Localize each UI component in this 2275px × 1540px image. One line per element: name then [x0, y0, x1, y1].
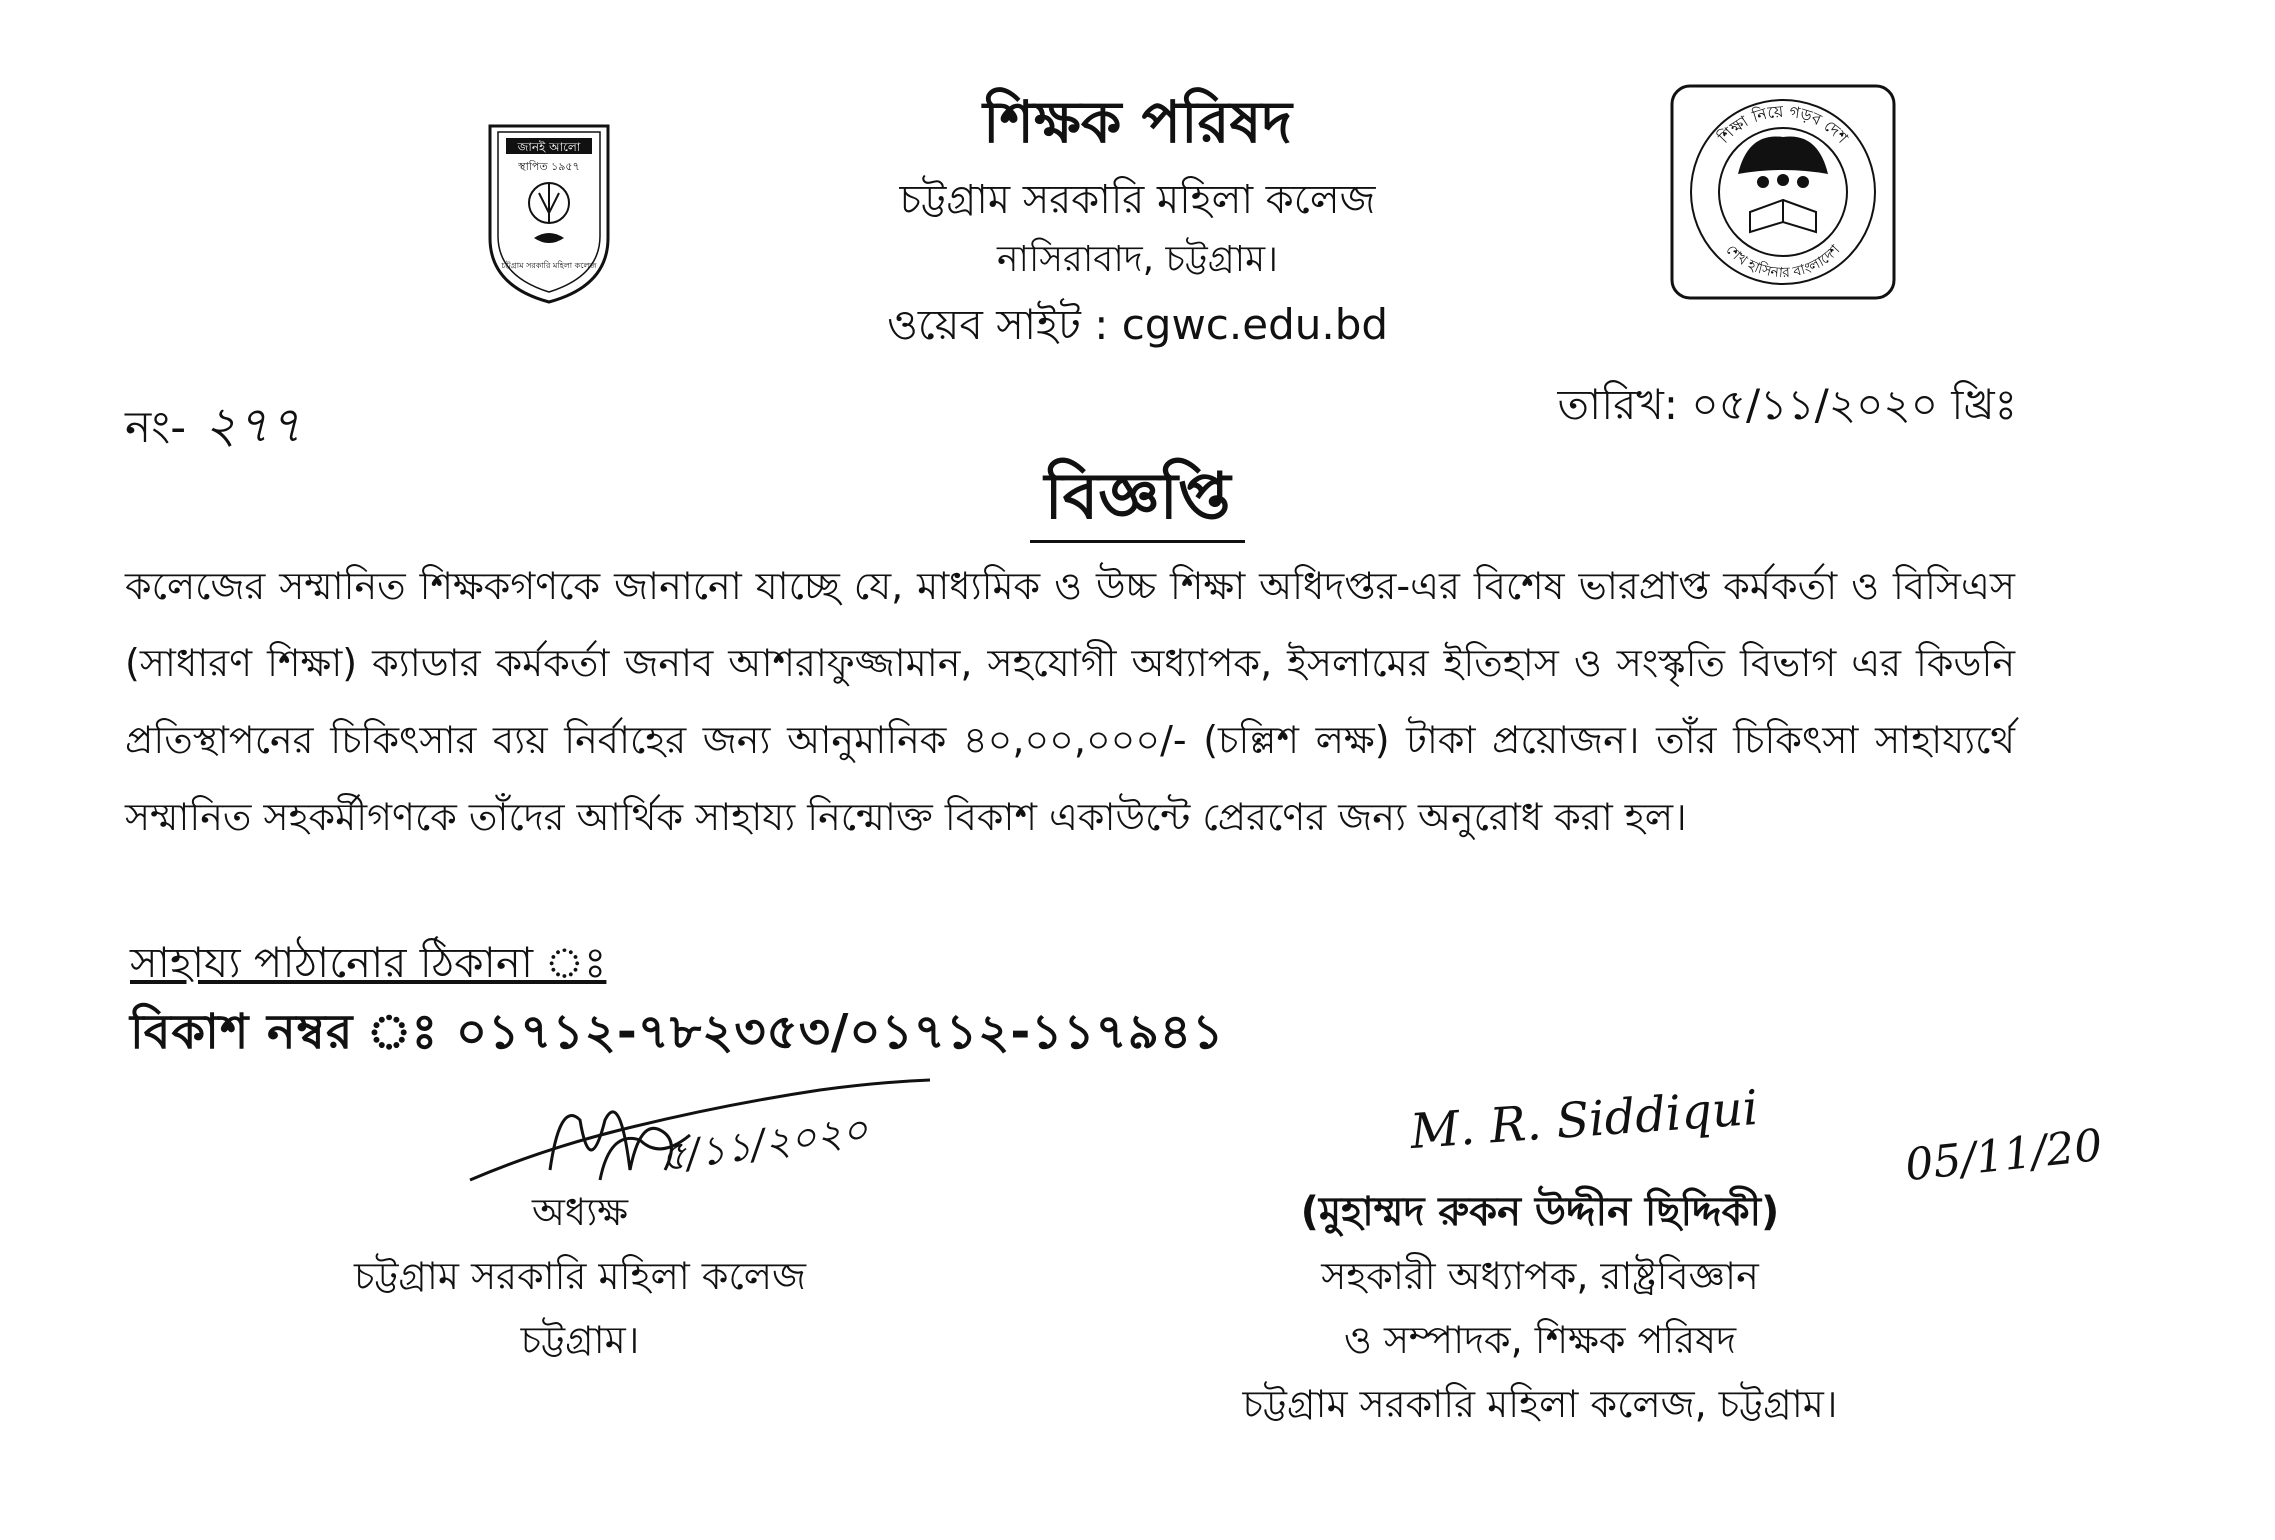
svg-text:জানই আলো: জানই আলো	[517, 140, 581, 154]
college-address: নাসিরাবাদ, চট্টগ্রাম।	[997, 239, 1278, 280]
secretary-role: ও সম্পাদক, শিক্ষক পরিষদ	[1343, 1318, 1737, 1362]
notice-title-text: বিজ্ঞপ্তি	[1030, 460, 1244, 543]
secretary-block	[1180, 1180, 1900, 1436]
principal-city: চট্টগ্রাম।	[520, 1318, 640, 1362]
send-address-label: সাহায্য পাঠানোর ঠিকানা ঃ	[130, 938, 607, 987]
svg-text:চট্টগ্রাম সরকারি মহিলা কলেজ: চট্টগ্রাম সরকারি মহিলা কলেজ	[501, 261, 597, 270]
notice-body: কলেজের সম্মানিত শিক্ষকগণকে জানানো যাচ্ছে যে, মাধ্যমিক ও উচ্চ শিক্ষা অধিদপ্তর-এর বিশেষ ভারপ্রাপ্ত কর্মকর্তা ও বিসিএস (সাধারণ শিক্ষা) ক্যাডার কর্মকর্তা জনাব আশরাফুজ্জামান, সহযোগী অধ্যাপক, ইসলামের ইতিহাস ও সংস্কৃতি বিভাগ এর কিডনি প্রতিস্থাপনের চিকিৎসার ব্যয় নির্বাহের জন্য আনুমানিক ৪০,০০,০০০/- (চল্লিশ লক্ষ) টাকা প্রয়োজন। তাঁর চিকিৎসা সাহায্যর্থে সম্মানিত সহকর্মীগণকে তাঁদের আর্থিক সাহায্য নিন্মোক্ত বিকাশ একাউন্টে প্রেরণের জন্য অনুরোধ করা হল।	[125, 564, 2015, 839]
memo-label: নং-	[125, 402, 187, 453]
svg-text:শিক্ষা নিয়ে গড়ব দেশ: শিক্ষা নিয়ে গড়ব দেশ	[1714, 101, 1852, 147]
college-website: ওয়েব সাইট : cgwc.edu.bd	[886, 300, 1389, 349]
svg-text:শেখ হাসিনার বাংলাদেশ: শেখ হাসিনার বাংলাদেশ	[1722, 241, 1844, 282]
memo-handwritten-number: ২৭৭	[204, 396, 302, 454]
college-name: চট্টগ্রাম সরকারি মহিলা কলেজ	[899, 177, 1376, 223]
secretary-signature: M. R. Siddiqui	[1408, 1079, 1760, 1161]
secretary-college: চট্টগ্রাম সরকারি মহিলা কলেজ, চট্টগ্রাম।	[1242, 1382, 1838, 1426]
principal-signature-date: ৫/১১/২০২০	[657, 1106, 871, 1182]
council-title: শিক্ষক পরিষদ	[983, 88, 1292, 156]
principal-block	[300, 1180, 860, 1372]
secretary-name: (মুহাম্মদ রুকন উদ্দীন ছিদ্দিকী)	[1300, 1189, 1780, 1235]
principal-college: চট্টগ্রাম সরকারি মহিলা কলেজ	[353, 1254, 807, 1298]
notice-date: তারিখ: ০৫/১১/২০২০ খ্রিঃ	[1557, 380, 2017, 429]
notice-title	[0, 448, 2275, 555]
secretary-designation: সহকারী অধ্যাপক, রাষ্ট্রবিজ্ঞান	[1321, 1254, 1759, 1298]
principal-title: অধ্যক্ষ	[531, 1190, 628, 1234]
bkash-numbers: বিকাশ নম্বর ঃ ০১৭১২-৭৮২৩৫৩/০১৭১২-১১৭৯৪১	[130, 1004, 1225, 1060]
secretary-signature-date: 05/11/20	[1902, 1119, 2105, 1192]
svg-text:স্থাপিত ১৯৫৭: স্থাপিত ১৯৫৭	[518, 160, 580, 173]
